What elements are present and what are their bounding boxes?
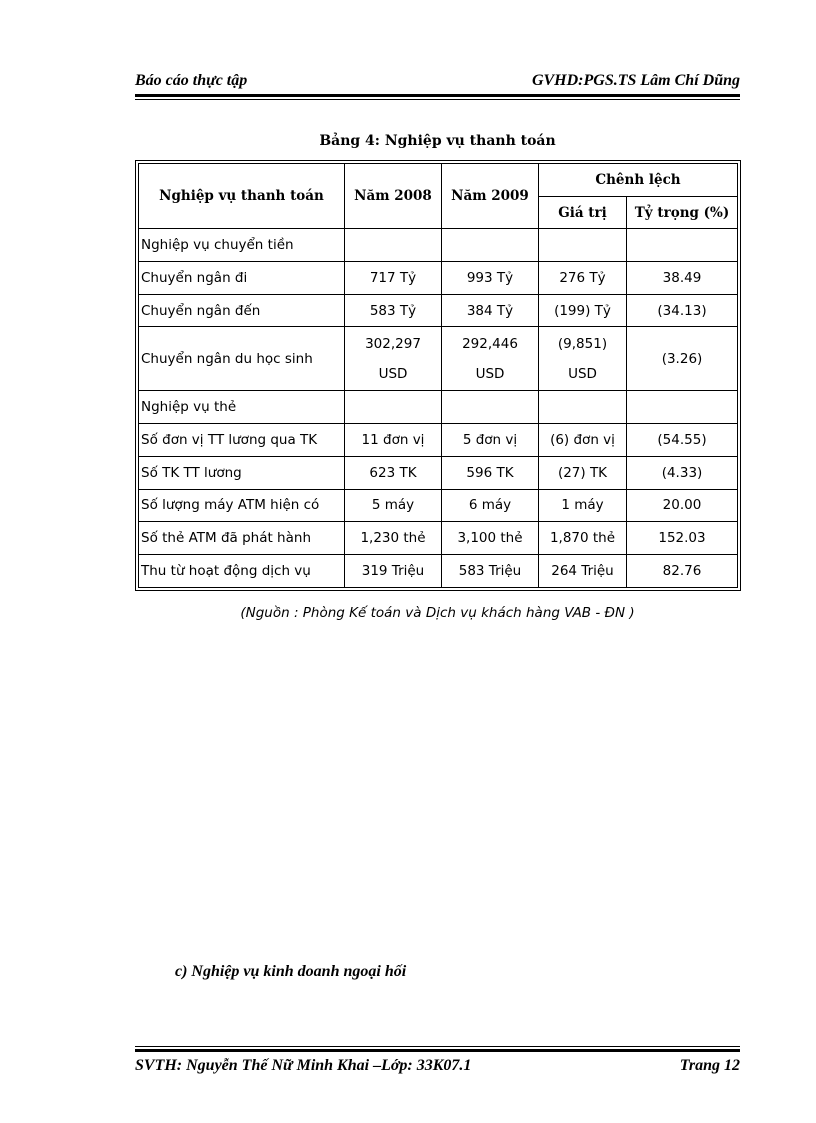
cell-share: 152.03 [627, 522, 738, 555]
cell-share: (54.55) [627, 424, 738, 457]
row-label: Số lượng máy ATM hiện có [139, 489, 345, 522]
table-row [139, 229, 738, 262]
cell-value: 276 Tỷ [539, 262, 627, 295]
cell-share: (4.33) [627, 456, 738, 489]
col-header-name: Nghiệp vụ thanh toán [139, 164, 345, 229]
footer-rule-thick [135, 1049, 740, 1052]
col-header-value: Giá trị [539, 196, 627, 229]
row-label: Số đơn vị TT lương qua TK [139, 424, 345, 457]
row-label: Thu từ hoạt động dịch vụ [139, 554, 345, 587]
cell-value: 264 Triệu [539, 554, 627, 587]
row-label: Chuyển ngân đi [139, 262, 345, 295]
footer-rule-thin [135, 1046, 740, 1047]
cell-2009-unit: USD [475, 365, 505, 382]
header-rule-thin [135, 99, 740, 100]
header-rule-thick [135, 94, 740, 97]
page-header [135, 72, 740, 94]
cell-share: 38.49 [627, 262, 738, 295]
table-row [139, 327, 738, 391]
table-row [139, 554, 738, 587]
cell-value-amount: (9,851) [557, 335, 608, 352]
col-header-2008: Năm 2008 [345, 164, 442, 229]
row-label: Chuyển ngân du học sinh [139, 327, 345, 391]
cell-2009 [442, 327, 539, 391]
cell-value: (27) TK [539, 456, 627, 489]
cell-2008 [345, 391, 442, 424]
header-report-title: Báo cáo thực tập [135, 72, 248, 89]
col-header-2009: Năm 2009 [442, 164, 539, 229]
cell-2008: 583 Tỷ [345, 294, 442, 327]
cell-2008: 1,230 thẻ [345, 522, 442, 555]
table-row [139, 294, 738, 327]
cell-2009: 583 Triệu [442, 554, 539, 587]
cell-2008: 717 Tỷ [345, 262, 442, 295]
row-label: Nghiệp vụ thẻ [139, 391, 345, 424]
cell-value [539, 327, 627, 391]
table-header-row [139, 164, 738, 197]
cell-value [539, 229, 627, 262]
cell-2009 [442, 391, 539, 424]
cell-2009: 384 Tỷ [442, 294, 539, 327]
cell-share: (34.13) [627, 294, 738, 327]
cell-share [627, 229, 738, 262]
row-label: Chuyển ngân đến [139, 294, 345, 327]
cell-2008: 5 máy [345, 489, 442, 522]
col-header-share: Tỷ trọng (%) [627, 196, 738, 229]
cell-2009: 3,100 thẻ [442, 522, 539, 555]
table-frame [135, 160, 741, 591]
cell-2009 [442, 229, 539, 262]
row-label: Số thẻ ATM đã phát hành [139, 522, 345, 555]
col-header-diff: Chênh lệch [539, 164, 738, 197]
cell-2008 [345, 229, 442, 262]
row-label: Nghiệp vụ chuyển tiền [139, 229, 345, 262]
cell-2009: 596 TK [442, 456, 539, 489]
cell-share [627, 391, 738, 424]
cell-value: (6) đơn vị [539, 424, 627, 457]
table-row [139, 522, 738, 555]
header-advisor: GVHD:PGS.TS Lâm Chí Dũng [531, 72, 740, 89]
page-footer [135, 1057, 740, 1079]
footer-page-number: Trang 12 [679, 1057, 740, 1074]
cell-2009: 5 đơn vị [442, 424, 539, 457]
cell-share: 82.76 [627, 554, 738, 587]
table-title: Bảng 4: Nghiệp vụ thanh toán [319, 133, 556, 149]
table-row [139, 262, 738, 295]
cell-value: (199) Tỷ [539, 294, 627, 327]
table-row [139, 489, 738, 522]
cell-value-unit: USD [568, 365, 597, 382]
cell-2009-amount: 292,446 [462, 335, 518, 352]
cell-value: 1 máy [539, 489, 627, 522]
footer-student: SVTH: Nguyễn Thế Nữ Minh Khai –Lớp: 33K07.1 [135, 1057, 472, 1074]
cell-2009: 993 Tỷ [442, 262, 539, 295]
table-row [139, 456, 738, 489]
table-source-note: (Nguồn : Phòng Kế toán và Dịch vụ khách hàng VAB - ĐN ) [240, 605, 635, 621]
cell-value: 1,870 thẻ [539, 522, 627, 555]
table-row [139, 424, 738, 457]
cell-2008: 623 TK [345, 456, 442, 489]
section-heading: c) Nghiệp vụ kinh doanh ngoại hối [175, 963, 407, 980]
payment-table [138, 163, 738, 588]
cell-2008: 319 Triệu [345, 554, 442, 587]
cell-2008 [345, 327, 442, 391]
cell-2008-amount: 302,297 [365, 335, 421, 352]
cell-2008-unit: USD [378, 365, 408, 382]
cell-share: (3.26) [627, 327, 738, 391]
cell-value [539, 391, 627, 424]
row-label: Số TK TT lương [139, 456, 345, 489]
cell-share: 20.00 [627, 489, 738, 522]
table-row [139, 391, 738, 424]
cell-2008: 11 đơn vị [345, 424, 442, 457]
cell-2009: 6 máy [442, 489, 539, 522]
